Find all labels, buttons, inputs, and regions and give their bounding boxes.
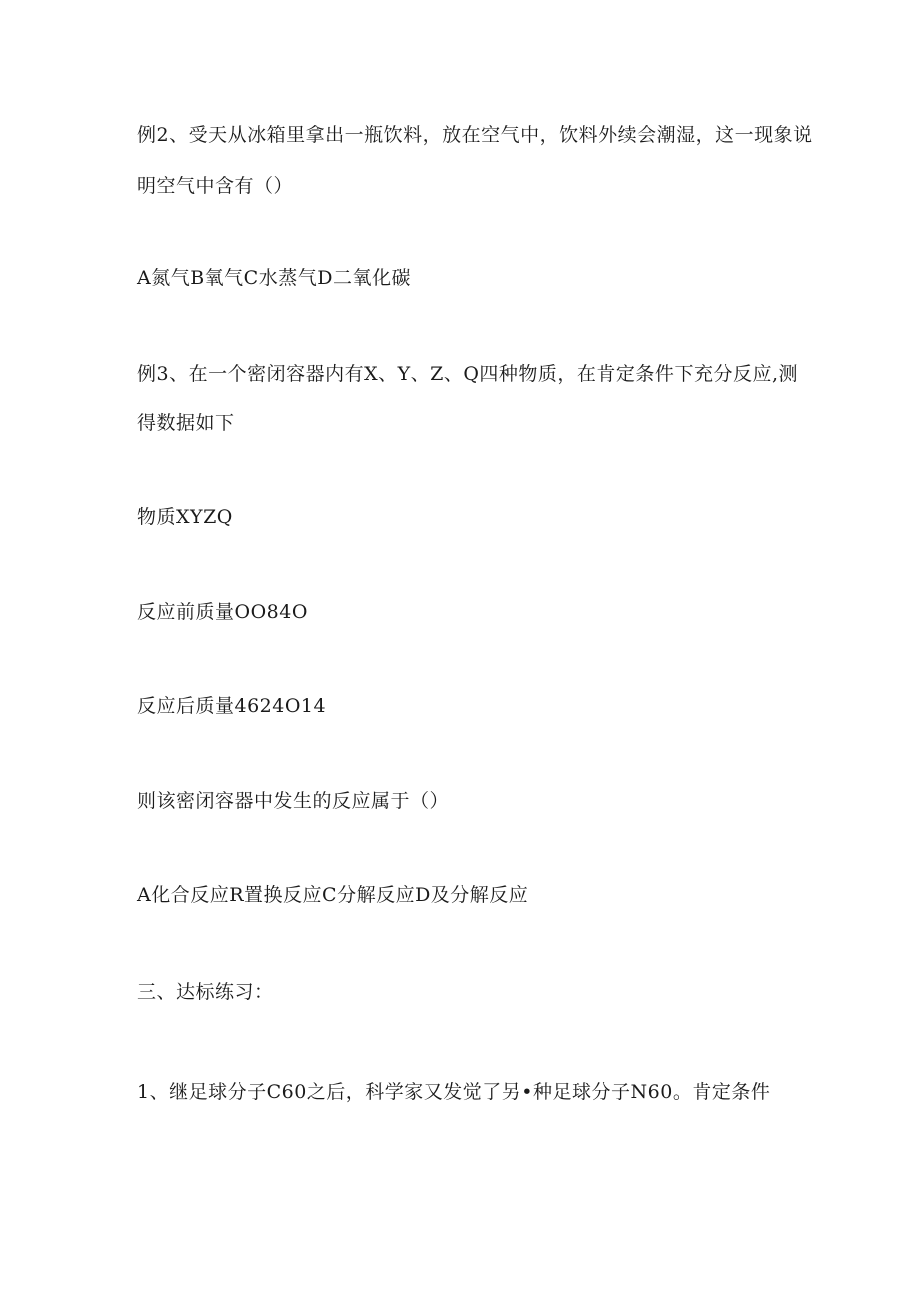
example-2-question-line-1: 例2、受天从冰箱里拿出一瓶饮料，放在空气中，饮料外续会潮湿，这一现象说 — [137, 124, 813, 146]
example-3-options: A化合反应R置换反应C分解反应D及分解反应 — [137, 884, 529, 906]
example-3-question-line-1: 例3、在一个密闭容器内有X、Y、Z、Q四种物质，在肯定条件下充分反应,测 — [137, 363, 798, 385]
exercise-1-question-line-1: 1、继足球分子C60之后，科学家又发觉了另•种足球分子N60。肯定条件 — [137, 1081, 771, 1103]
data-table-mass-before-row: 反应前质量OO84O — [137, 601, 308, 623]
example-3-question-line-2: 得数据如下 — [137, 412, 235, 434]
section-heading: 三、达标练习： — [137, 981, 274, 1003]
example-2-question-line-2: 明空气中含有（） — [137, 175, 294, 197]
data-table-mass-after-row: 反应后质量4624O14 — [137, 695, 327, 717]
data-table-header-row: 物质XYZQ — [137, 506, 233, 528]
example-2-options: A氮气B氧气C水蒸气D二氧化碳 — [137, 267, 411, 289]
example-3-question-prompt: 则该密闭容器中发生的反应属于（） — [137, 790, 450, 812]
